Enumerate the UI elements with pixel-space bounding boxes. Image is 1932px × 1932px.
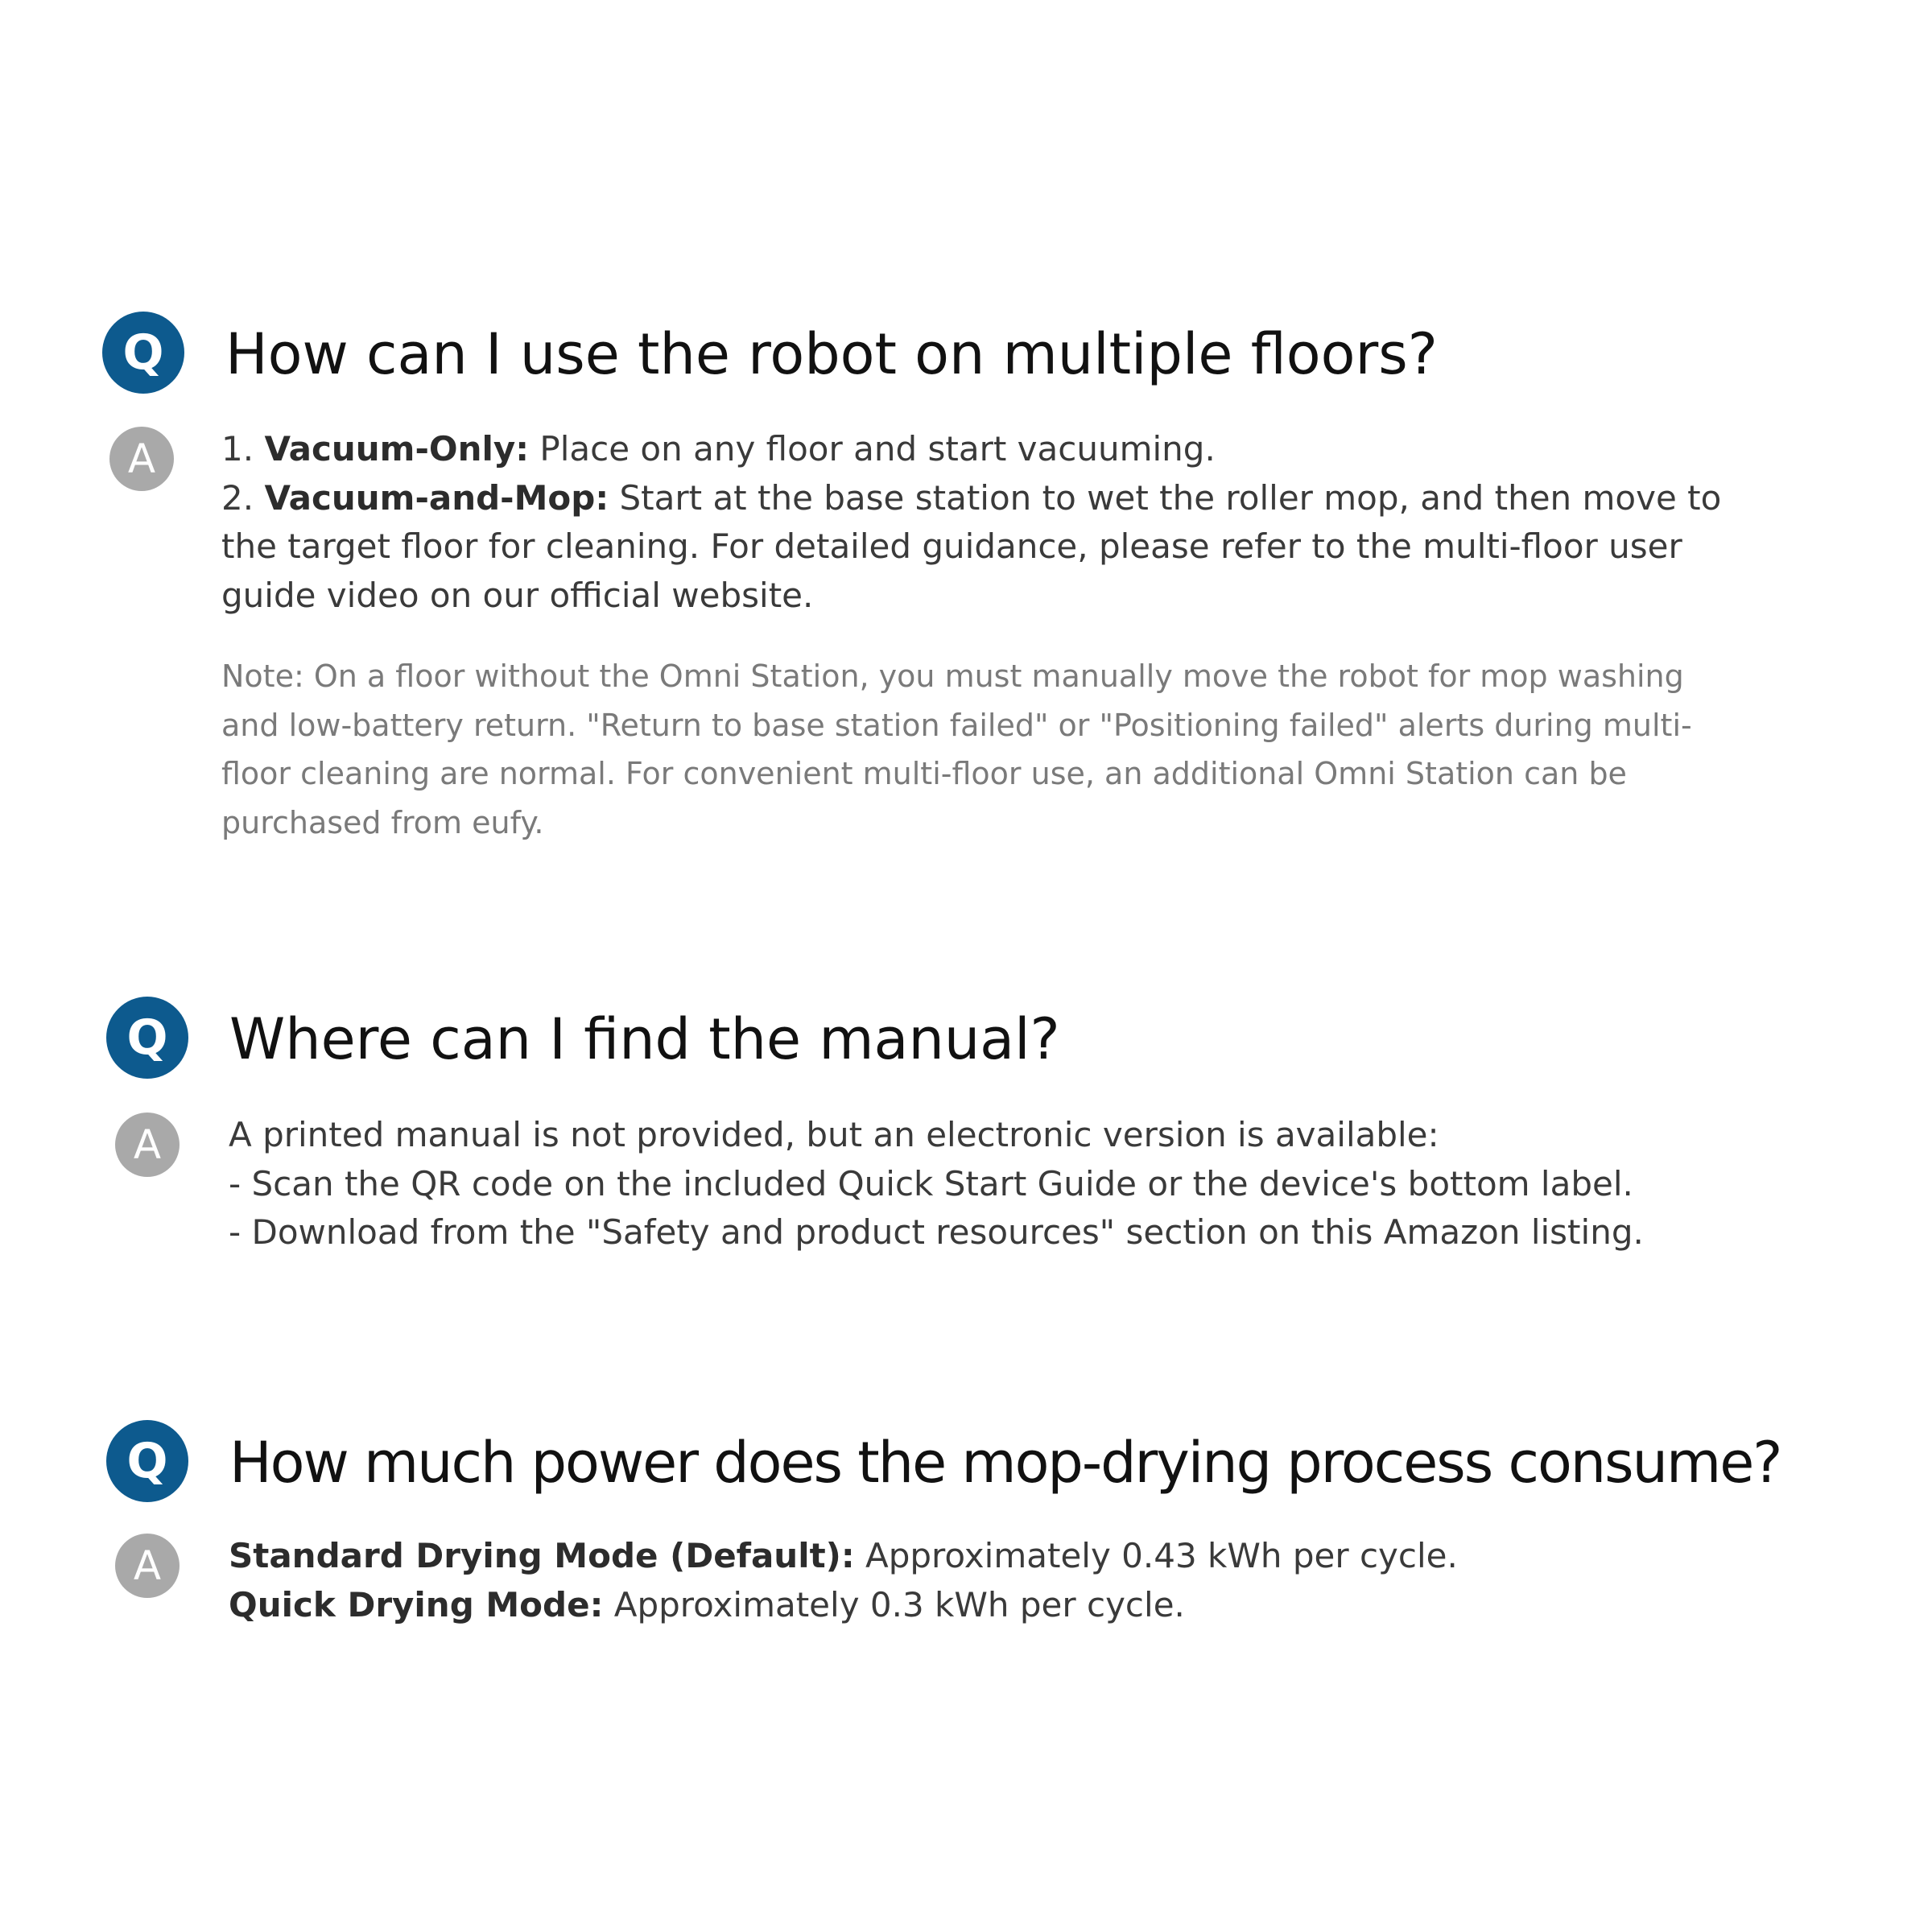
question-heading: How much power does the mop-drying process consume?	[229, 1430, 1781, 1496]
answer-badge-icon: A	[109, 427, 174, 491]
answer-list-item	[229, 1532, 1458, 1581]
answer-body	[229, 1111, 1644, 1257]
answer-list-item: - Download from the "Safety and product resources" section on this Amazon listing.	[229, 1212, 1644, 1252]
answer-item-label: Vacuum-Only:	[264, 429, 530, 469]
answer-text-line: the target floor for cleaning. For detailed guidance, please refer to the multi-floor user	[221, 526, 1682, 566]
answer-note	[221, 652, 1692, 847]
answer-badge-icon: A	[115, 1534, 180, 1598]
answer-body	[229, 1532, 1458, 1629]
question-badge-icon: Q	[102, 312, 184, 394]
list-number: 2.	[221, 477, 265, 518]
answer-text-line: A printed manual is not provided, but an electronic version is available:	[229, 1115, 1439, 1154]
answer-text-line: guide video on our official website.	[221, 575, 814, 615]
question-badge-icon: Q	[106, 1420, 188, 1502]
note-text-line: and low-battery return. "Return to base station failed" or "Positioning failed" alerts during multi-	[221, 707, 1692, 743]
question-heading: How can I use the robot on multiple floors?	[225, 321, 1438, 387]
answer-list-item	[221, 474, 1721, 523]
answer-badge-icon: A	[115, 1113, 180, 1177]
answer-item-label: Standard Drying Mode (Default):	[229, 1536, 855, 1575]
answer-list-item	[221, 425, 1721, 474]
answer-item-text: Approximately 0.3 kWh per cycle.	[603, 1584, 1185, 1624]
question-badge-icon: Q	[106, 997, 188, 1079]
answer-item-text: Start at the base station to wet the roller mop, and then move to	[609, 477, 1722, 518]
answer-list-item	[229, 1581, 1458, 1630]
list-number: 1.	[221, 429, 265, 469]
answer-list-item: - Scan the QR code on the included Quick Start Guide or the device's bottom label.	[229, 1163, 1633, 1203]
answer-item-label: Quick Drying Mode:	[229, 1584, 604, 1624]
note-text-line: Note: On a floor without the Omni Station, you must manually move the robot for mop washing	[221, 658, 1684, 694]
answer-item-label: Vacuum-and-Mop:	[264, 477, 609, 518]
note-text-line: purchased from eufy.	[221, 804, 544, 840]
answer-item-text: Approximately 0.43 kWh per cycle.	[854, 1536, 1458, 1575]
note-text-line: floor cleaning are normal. For convenient multi-floor use, an additional Omni Station can be	[221, 756, 1627, 791]
answer-item-text: Place on any floor and start vacuuming.	[529, 429, 1216, 469]
question-heading: Where can I find the manual?	[229, 1006, 1060, 1072]
answer-body	[221, 425, 1721, 620]
